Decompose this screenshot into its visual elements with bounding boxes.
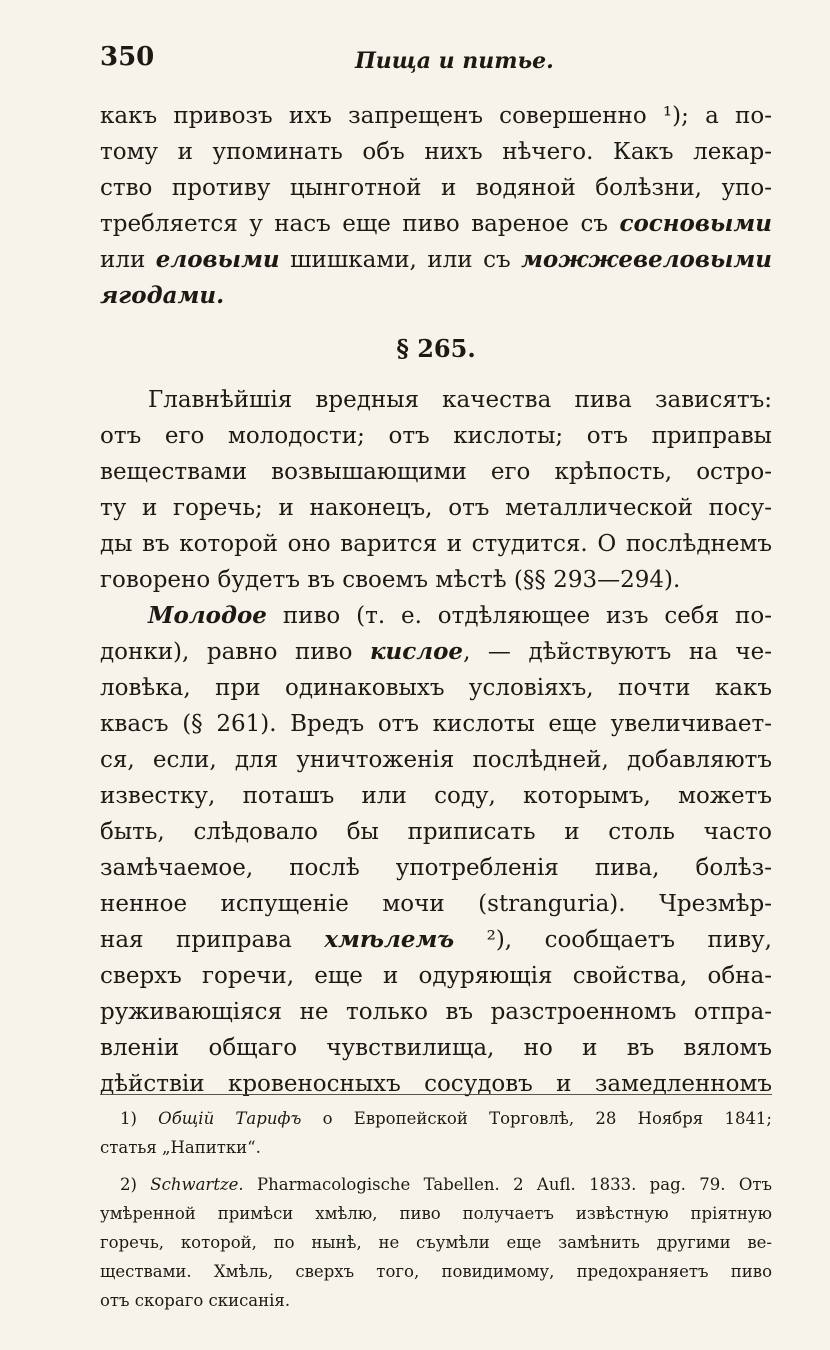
text-line: тому и упоминать объ нихъ нѣчего. Какъ лекар- (100, 139, 772, 165)
footnote-marker: 2) (120, 1175, 137, 1194)
text-line: замѣчаемое, послѣ употребленія пива, болѣз- (100, 855, 772, 881)
text-line: Главнѣйшія вредныя качества пива зависятъ: (148, 387, 772, 413)
footnote-line: ществами. Хмѣль, сверхъ того, повидимому, предохраняетъ пиво (100, 1262, 772, 1281)
text-span: ная приправа (100, 927, 292, 953)
text-line: сверхъ горечи, еще и одуряющія свойства, обна- (100, 963, 772, 989)
italic-word: сосновыми (619, 210, 772, 237)
text-line (100, 278, 772, 314)
footnote-italic: Schwartze. (150, 1175, 244, 1194)
text-line: ся, если, для уничтоженія послѣдней, добавляютъ (100, 747, 772, 773)
footnote-text: о Европейской Торговлѣ, 28 Ноября 1841; (322, 1109, 772, 1128)
italic-word: еловыми (155, 246, 280, 273)
footnote-2 (100, 1170, 772, 1315)
italic-word: хмѣлемъ (324, 926, 455, 953)
italic-word: кислое (369, 638, 464, 665)
body-text (100, 98, 772, 1102)
footnote-1 (100, 1104, 772, 1162)
text-line: ненное испущеніе мочи (strangurіа). Чрезмѣр- (100, 891, 772, 917)
text-line: или еловыми шишками, или съ можжевеловыми (100, 246, 772, 273)
italic-word: Молодое (148, 602, 267, 629)
text-line: ту и горечь; и наконецъ, отъ металлической посу- (100, 495, 772, 521)
text-line: говорено будетъ въ своемъ мѣстѣ (§§ 293—294). (100, 567, 681, 593)
text-line: вленіи общаго чувствилища, но и въ вяломъ (100, 1035, 772, 1061)
page-number: 350 (100, 42, 155, 72)
footnote-marker: 1) (120, 1109, 137, 1128)
italic-word: ягодами. (100, 282, 225, 309)
text-span: , — дѣйствуютъ на че- (463, 639, 772, 665)
text-line: ды въ которой оно варится и студится. О послѣднемъ (100, 531, 772, 557)
text-line: веществами возвышающими его крѣпость, остро- (100, 459, 772, 485)
text-line: отъ его молодости; отъ кислоты; отъ приправы (100, 423, 772, 449)
text-line: ство противу цынготной и водяной болѣзни, упо- (100, 175, 772, 201)
footnote-line (100, 1170, 772, 1199)
text-span: донки), равно пиво (100, 639, 353, 665)
text-line: руживающіяся не только въ разстроенномъ отпра- (100, 999, 772, 1025)
text-line (100, 922, 772, 958)
text-line: требляется у насъ еще пиво варенoe съ сосновыми (100, 210, 772, 237)
text-line: квасъ (§ 261). Вредъ отъ кислоты еще увеличивает- (100, 711, 772, 737)
text-span: пиво (т. е. отдѣляющее изъ себя по- (282, 603, 772, 629)
footnote-text: Pharmacologische Tabellen. 2 Aufl. 1833. pag. 79. Отъ (257, 1175, 772, 1194)
text-line (100, 598, 772, 634)
footnote-line (100, 1104, 772, 1133)
page-header (100, 42, 768, 82)
footnote-line: умѣренной примѣси хмѣлю, пиво получаетъ извѣстную пріятную (100, 1204, 772, 1223)
footnote-italic: Общій Тарифъ (158, 1109, 302, 1128)
running-title: Пища и питье. (355, 48, 554, 74)
text-line: известку, поташъ или соду, которымъ, можетъ (100, 783, 772, 809)
footnote-line: отъ скораго скисанія. (100, 1291, 291, 1310)
section-heading: § 265. (396, 334, 476, 363)
text-line: какъ привозъ ихъ запрещенъ совершенно ¹); а по- (100, 103, 772, 129)
italic-word: можжевеловыми (521, 246, 772, 273)
footnote-line: статья „Напитки“. (100, 1138, 261, 1157)
text-line: ловѣка, при одинаковыхъ условіяхъ, почти какъ (100, 675, 772, 701)
text-line (100, 634, 772, 670)
footnote-divider (100, 1094, 772, 1095)
text-line: дѣйствіи кровеносныхъ сосудовъ и замедленномъ (100, 1071, 772, 1097)
text-span: ²), сообщаетъ пиву, (486, 927, 772, 953)
footnotes (100, 1104, 772, 1323)
footnote-line: горечь, которой, по нынѣ, не съумѣли еще замѣнить другими ве- (100, 1233, 772, 1252)
text-line: быть, слѣдовало бы приписать и столь часто (100, 819, 772, 845)
